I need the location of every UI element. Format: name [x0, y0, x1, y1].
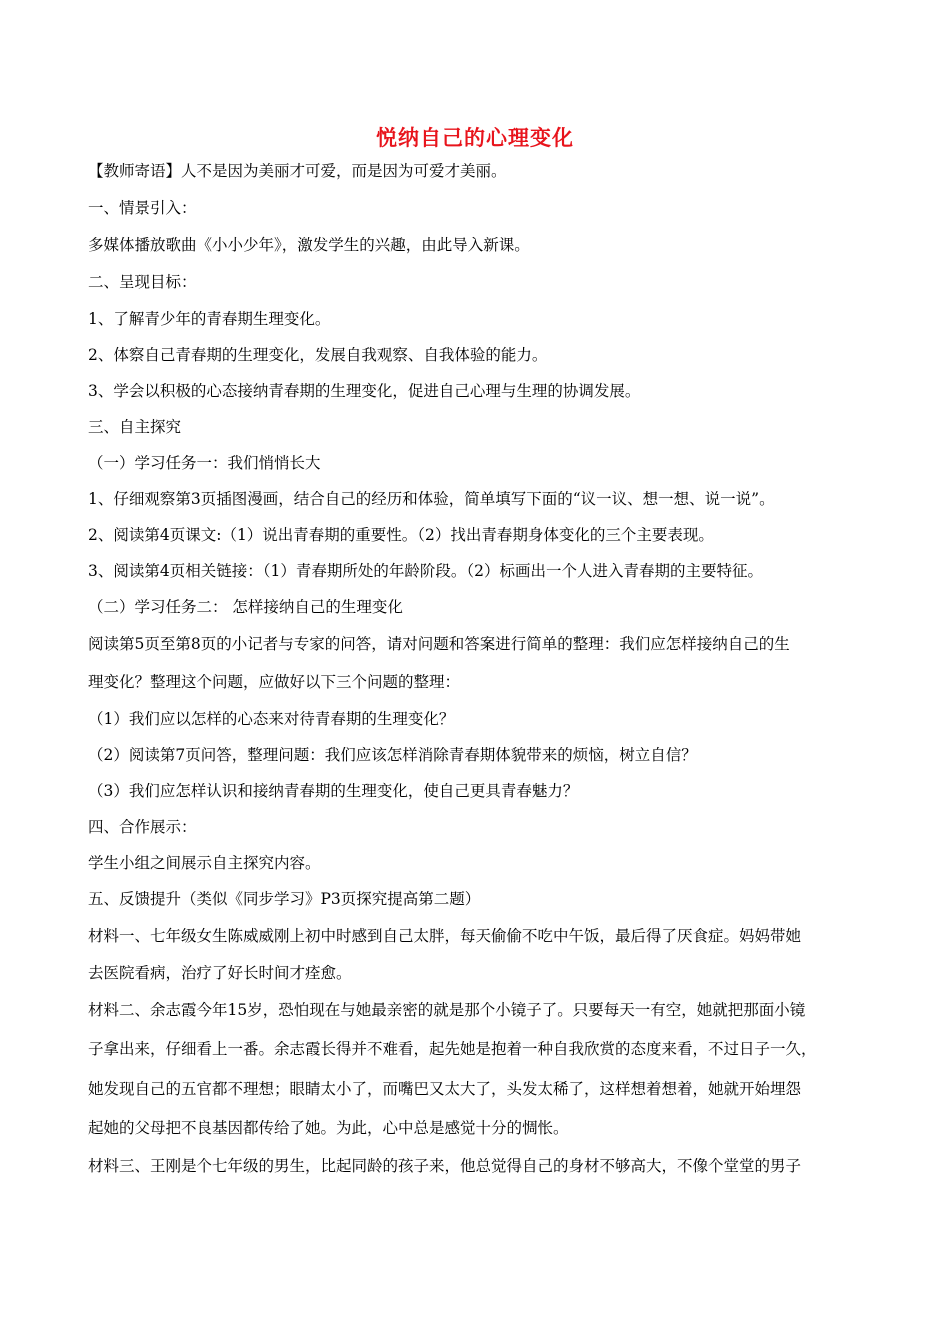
paragraph-line: 阅读第5页至第8页的小记者与专家的问答，请对问题和答案进行简单的整理：我们应怎样接纳自己的生 — [88, 635, 790, 653]
paragraph-line: 子拿出来，仔细看上一番。余志霞长得并不难看，起先她是抱着一种自我欣赏的态度来看，不过日子一久， — [88, 1040, 817, 1058]
paragraph-line: 材料二、余志霞今年15岁，恐怕现在与她最亲密的就是那个小镜子了。只要每天一有空，她就把那面小镜 — [88, 1001, 806, 1019]
list-item: 2、阅读第4页课文:（1）说出青春期的重要性。（2）找出青春期身体变化的三个主要表现。 — [88, 526, 714, 544]
paragraph-line: 理变化？整理这个问题，应做好以下三个问题的整理： — [88, 673, 461, 691]
paragraph-line: 学生小组之间展示自主探究内容。 — [88, 854, 321, 872]
paragraph-line: 起她的父母把不良基因都传给了她。为此，心中总是感觉十分的惆怅。 — [88, 1119, 569, 1137]
paragraph-line: 多媒体播放歌曲《小小少年》，激发学生的兴趣，由此导入新课。 — [88, 236, 530, 254]
list-item: （2）阅读第7页问答，整理问题：我们应该怎样消除青春期体貌带来的烦恼，树立自信？ — [88, 746, 697, 764]
paragraph-line: 材料三、王刚是个七年级的男生，比起同龄的孩子来，他总觉得自己的身材不够高大，不像个堂堂的男子 — [88, 1157, 802, 1175]
section-heading: 三、自主探究 — [88, 418, 182, 436]
paragraph-line: 她发现自己的五官都不理想；眼睛太小了，而嘴巴又太大了，头发太稀了，这样想着想着，她就开始埋怨 — [88, 1080, 802, 1098]
subsection-heading: （一）学习任务一：我们悄悄长大 — [88, 454, 321, 472]
subsection-heading: （二）学习任务二： 怎样接纳自己的生理变化 — [88, 598, 403, 616]
section-heading: 四、合作展示： — [88, 818, 197, 836]
document-title: 悦纳自己的心理变化 — [376, 125, 574, 150]
list-item: 2、体察自己青春期的生理变化，发展自我观察、自我体验的能力。 — [88, 346, 548, 364]
section-heading: 二、呈现目标： — [88, 273, 197, 291]
list-item: 3、学会以积极的心态接纳青春期的生理变化，促进自己心理与生理的协调发展。 — [88, 382, 641, 400]
section-heading: 一、情景引入： — [88, 199, 197, 217]
section-heading: 五、反馈提升（类似《同步学习》P3页探究提高第二题） — [88, 890, 481, 908]
paragraph-line: 去医院看病，治疗了好长时间才痊愈。 — [88, 964, 352, 982]
list-item: 3、阅读第4页相关链接：（1）青春期所处的年龄阶段。（2）标画出一个人进入青春期的主要特征。 — [88, 562, 763, 580]
list-item: 1、了解青少年的青春期生理变化。 — [88, 310, 331, 328]
paragraph-line: 材料一、七年级女生陈威威刚上初中时感到自己太胖，每天偷偷不吃中午饭，最后得了厌食症。妈妈带她 — [88, 927, 802, 945]
teacher-message: 【教师寄语】人不是因为美丽才可爱，而是因为可爱才美丽。 — [88, 162, 507, 180]
list-item: （1）我们应以怎样的心态来对待青春期的生理变化？ — [88, 710, 455, 728]
list-item: 1、仔细观察第3页插图漫画，结合自己的经历和体验，简单填写下面的“议一议、想一想、说一说”。 — [88, 490, 775, 508]
list-item: （3）我们应怎样认识和接纳青春期的生理变化，使自己更具青春魅力？ — [88, 782, 579, 800]
